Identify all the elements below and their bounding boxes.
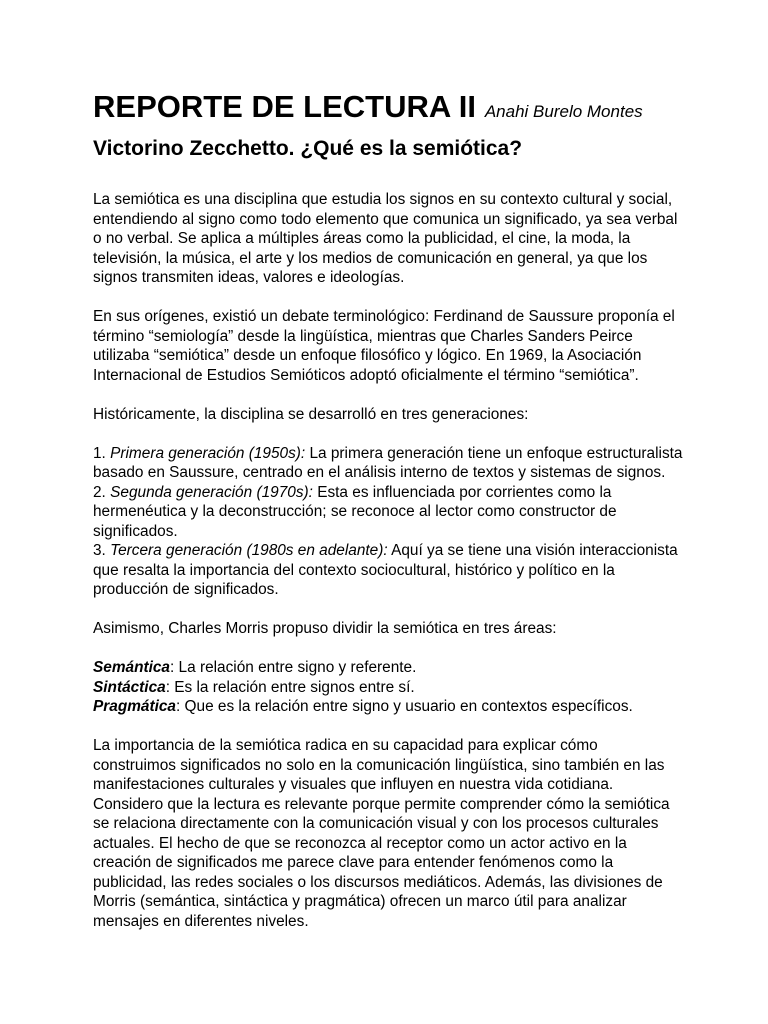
area-definition: : Que es la relación entre signo y usuario en contextos específicos. bbox=[175, 698, 633, 715]
reading-subtitle: Victorino Zecchetto. ¿Qué es la semiótica? bbox=[93, 137, 523, 160]
morris-areas bbox=[93, 658, 683, 717]
paragraph-conclusion: La importancia de la semiótica radica en su capacidad para explicar cómo construimos significados no solo en la comunicación lingüística, sino también en las manifestaciones culturales y visuales que influyen en nuestra vida cotidiana. Considero que la lectura es relevante porque permite comprender cómo la semiótica se relaciona directamente con la comunicación visual y con los procesos culturales actuales. El hecho de que se reconozca al receptor como un actor activo en la creación de significados me parece clave para entender fenómenos como la publicidad, las redes sociales o los discursos mediáticos. Además, las divisiones de Morris (semántica, sintáctica y pragmática) ofrecen un marco útil para analizar mensajes en diferentes niveles. bbox=[93, 737, 670, 930]
paragraph-generations-intro: Históricamente, la disciplina se desarrolló en tres generaciones: bbox=[93, 405, 529, 423]
report-title: REPORTE DE LECTURA II bbox=[93, 89, 476, 124]
list-item-text: Aquí ya se tiene una visión interaccionista que resalta la importancia del contexto sociocultural, histórico y político en la producción de significados. bbox=[93, 542, 678, 598]
list-item-number: 2. bbox=[93, 483, 111, 501]
list-item-label: Primera generación (1950s): bbox=[110, 444, 306, 462]
list-item-label: Segunda generación (1970s): bbox=[110, 483, 313, 501]
paragraph-origins: En sus orígenes, existió un debate terminológico: Ferdinand de Saussure proponía el término “semiología” desde la lingüística, mientras que Charles Sanders Peirce utilizaba “semiótica” desde un enfoque filosófico y lógico. En 1969, la Asociación Internacional de Estudios Semióticos adoptó oficialmente el término “semiótica”. bbox=[93, 308, 675, 384]
area-definition: : Es la relación entre signos entre sí. bbox=[165, 678, 415, 696]
list-item-label: Tercera generación (1980s en adelante): bbox=[110, 542, 388, 559]
area-row bbox=[93, 678, 683, 698]
paragraph-definition: La semiótica es una disciplina que estudia los signos en su contexto cultural y social, entendiendo al signo como todo elemento que comunica un significado, ya sea verbal o no verbal. Se aplica a múltiples áreas como la publicidad, el cine, la moda, la televisión, la música, el arte y los medios de comunicación en general, ya que los signos transmiten ideas, valores e ideologías. bbox=[93, 191, 678, 286]
list-item-text: La primera generación tiene un enfoque estructuralista basado en Saussure, centrado en el análisis interno de textos y sistemas de signos. bbox=[93, 444, 683, 481]
area-term: Sintáctica bbox=[93, 678, 166, 696]
area-row bbox=[93, 658, 683, 678]
area-term: Semántica bbox=[93, 659, 170, 676]
list-item-number: 3. bbox=[93, 542, 111, 559]
area-row bbox=[93, 697, 683, 717]
list-item bbox=[93, 444, 683, 483]
author-name: Anahi Burelo Montes bbox=[484, 102, 643, 121]
list-item bbox=[93, 541, 683, 600]
area-definition: : La relación entre signo y referente. bbox=[170, 659, 417, 676]
paragraph-morris-intro: Asimismo, Charles Morris propuso dividir la semiótica en tres áreas: bbox=[93, 620, 557, 637]
document-page bbox=[93, 84, 683, 951]
list-item-text: Esta es influenciada por corrientes como la hermenéutica y la deconstrucción; se reconoce al lector como constructor de significados. bbox=[93, 483, 617, 540]
title-line bbox=[93, 84, 683, 134]
list-item bbox=[93, 483, 683, 542]
generations-list bbox=[93, 444, 683, 600]
list-item-number: 1. bbox=[93, 444, 111, 462]
area-term: Pragmática bbox=[93, 698, 176, 715]
